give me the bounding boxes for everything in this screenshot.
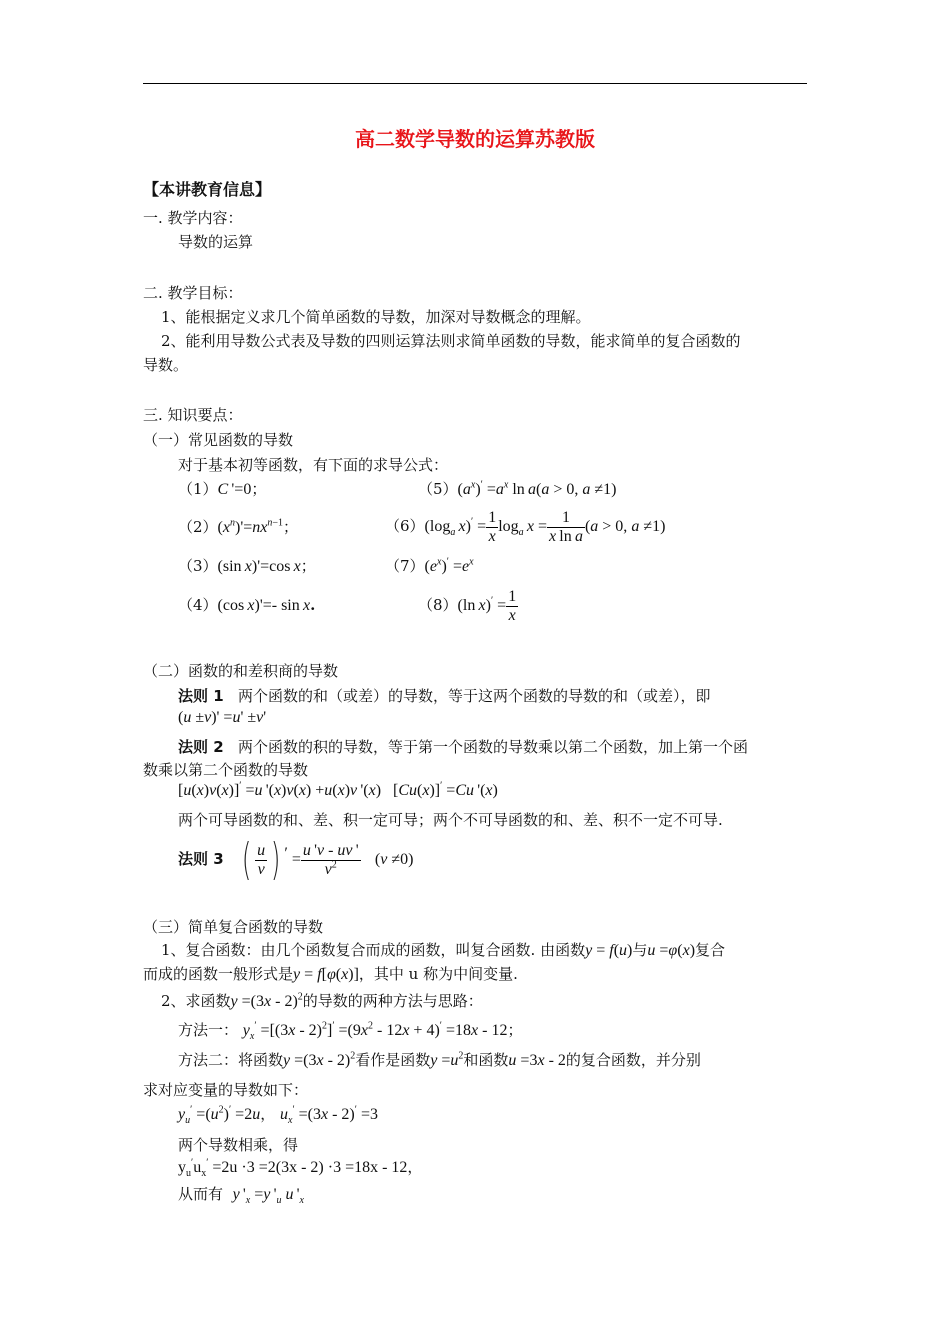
rule-1-formula: (u ±v)' =u' ±v' [178, 709, 267, 726]
composite-method-intro: 2、求函数y =(3x - 2)$^2$的导数的两种方法与思路： [161, 991, 483, 1010]
section2-heading: 二. 教学目标： [143, 284, 243, 302]
rule-3-label: 法则 3 [178, 850, 224, 868]
subsection-1: （一）常见函数的导数 [143, 431, 294, 449]
section1-heading: 一. 教学内容： [143, 209, 243, 227]
goal-2-line1: 2、能利用导数公式表及导数的四则运算法则求简单函数的导数，能求简单的复合函数的 [161, 332, 741, 350]
method-2-line1: 方法二：将函数y =(3x - 2)$^2$看作是函数$y =u^2$和函数u =3x - 2的复合函数，并分别 [178, 1050, 701, 1069]
composite-def-text-c: 复合 [695, 941, 726, 959]
formula-6-label: （6） [385, 517, 425, 535]
top-rule [143, 83, 807, 84]
rule-2-label: 法则 2 [178, 738, 224, 756]
goal-2-line2: 导数。 [143, 356, 189, 374]
multiply-text: 两个导数相乘，得 [178, 1136, 299, 1154]
composite-def-line1: 1、复合函数：由几个函数复合而成的函数，叫复合函数. 由函数y = f(u)与u =φ(x)复合 [161, 941, 726, 959]
formula-7-label: （7） [385, 557, 425, 575]
method-2-text-c: 和函数 [463, 1051, 509, 1069]
formula-4-label: （4） [178, 596, 218, 614]
rule-1-label: 法则 1 [178, 687, 224, 705]
rule-1 [178, 686, 711, 706]
formula-8: （8）(ln x)′ = $\frac{1}{x}$ [418, 587, 517, 624]
rule-2 [178, 737, 748, 757]
rule-2-formula: [u(x)v(x)]′ =u '(x)v(x) +u(x)v '(x) [Cu(x)]′ =Cu '(x) [178, 780, 498, 799]
formula-5: $(5)(a^x)' =a^x$ ln a(a > 0, a ≠1) [418, 479, 617, 498]
method-2-text-a: 方法二：将函数 [178, 1051, 284, 1069]
differentiability-note: 两个可导函数的和、差、积一定可导；两个不可导函数的和、差、积不一定不可导. [178, 811, 723, 829]
formula-1: （1）C '=0； [178, 480, 267, 498]
goal-1: 1、能根据定义求几个简单函数的导数，加深对导数概念的理解。 [161, 308, 591, 326]
formula-7: $(7)(e^x)' =e^x$ [385, 556, 474, 575]
page-title: 高二数学导数的运算苏教版 [355, 127, 595, 151]
section3-heading: 三. 知识要点： [143, 406, 243, 424]
rule-2-text-a: 两个函数的积的导数，等于第一个函数的导数乘以第二个函数，加上第一个函 [237, 738, 748, 756]
rule-3: 法则 3 ( $\frac{u}{v}$ ) ′ = $\frac{u 'v - uv '}{v^2}$ (v ≠0) [178, 834, 414, 885]
chain-rule-conclusion: 从而有 y '$_x =y$ '$_u$ u '$_x$ [178, 1185, 304, 1207]
composite-def-text-e: ，其中 u 称为中间变量. [358, 965, 518, 983]
formula-2-label: （2） [178, 518, 218, 536]
formula-3: （3）(sin x)'=cos x； [178, 557, 316, 575]
composite-def-line2: 而成的函数一般形式是y = f[φ(x)]，其中 u 称为中间变量. [143, 965, 518, 983]
rule-2-text-b: 数乘以第二个函数的导数 [143, 761, 309, 779]
formula-3-label: （3） [178, 557, 218, 575]
section1-content: 导数的运算 [178, 233, 254, 251]
product-formula: $y_u'u_x' =2u \cdot 3 =2(3x - 2) \cdot 3 =18x - 12$， [178, 1157, 423, 1180]
composite-def-text-b: 与 [632, 941, 648, 959]
therefore-text: 从而有 [178, 1185, 224, 1203]
formula-6: $(6)(\log_a$ x)′ = $\frac{1}{x}$ $\log_a x$ = $\frac{1}{\text{x ln a}}$ (a > 0, a ≠1) [385, 508, 666, 545]
method-intro-text-b: 的导数的两种方法与思路： [302, 992, 483, 1010]
composite-def-text-d: 而成的函数一般形式是 [143, 965, 294, 983]
formula-intro: 对于基本初等函数，有下面的求导公式： [178, 456, 449, 474]
method-2-derivatives: $y_u' =(u^2)' =2u$， $u_x' =(3x - 2)' =3$ [178, 1104, 378, 1127]
method-2-text-d: 的复合函数，并分别 [565, 1051, 701, 1069]
formula-5-label: （5） [418, 480, 458, 498]
method-1-label: 方法一： [178, 1021, 239, 1039]
formula-8-label: （8） [418, 596, 458, 614]
section-info-heading: 【本讲教育信息】 [143, 180, 272, 199]
formula-1-label: （1） [178, 480, 218, 498]
method-1: 方法一： $y_x' =[(3x - 2)^2]' =(9x^2 - 12x + 4)' =18x - 12$； [178, 1020, 523, 1043]
method-2-text-b: 看作是函数 [355, 1051, 431, 1069]
formula-4: （4）(cos x)'=- sin x. [178, 596, 316, 614]
subsection-3: （三）简单复合函数的导数 [143, 918, 324, 936]
composite-def-text-a: 1、复合函数：由几个函数复合而成的函数，叫复合函数. 由函数 [161, 941, 586, 959]
subsection-2: （二）函数的和差积商的导数 [143, 662, 339, 680]
method-intro-text-a: 2、求函数 [161, 992, 231, 1010]
formula-2: $(2)(x^n)'=nx^{n-1}$； [178, 517, 298, 536]
rule-1-text: 两个函数的和（或差）的导数，等于这两个函数的导数的和（或差），即 [237, 687, 711, 705]
method-2-line2: 求对应变量的导数如下： [143, 1081, 309, 1099]
